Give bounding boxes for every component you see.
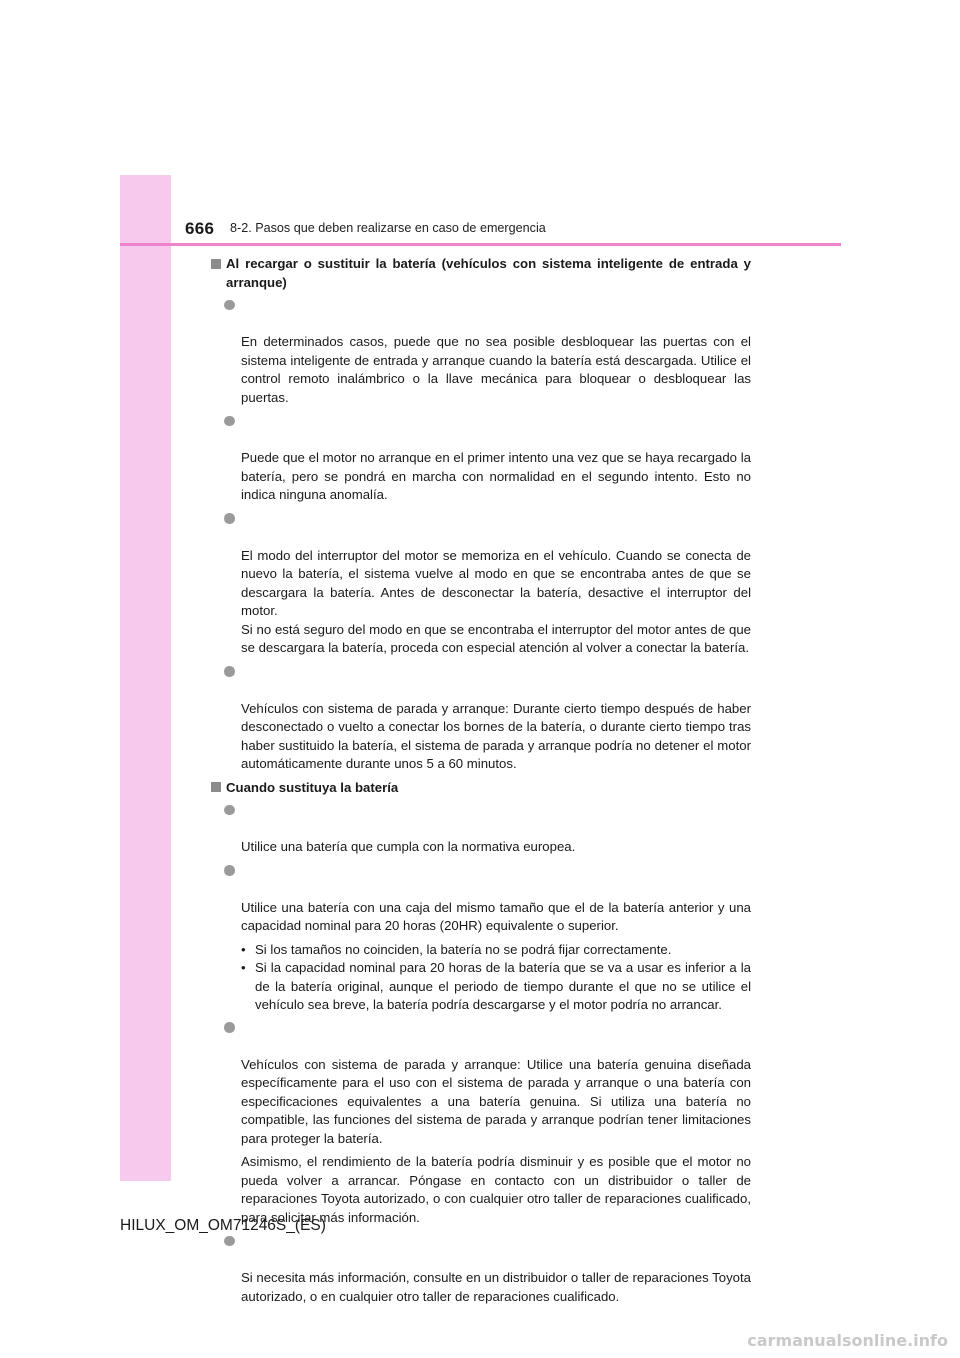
list-item	[224, 801, 751, 857]
list-item-text: Vehículos con sistema de parada y arranque: Durante cierto tiempo después de haber desconectado o vuelto a conectar los bornes de la batería, o durante cierto tiempo tras haber sustituido la batería, el sistema de parada y arranque podría no detener el motor automáticamente durante unos 5 a 60 minutos.	[241, 700, 751, 771]
header-divider	[120, 243, 841, 246]
section-heading-recharge	[211, 255, 751, 292]
list-item	[224, 1232, 751, 1306]
sub-list-item	[241, 959, 751, 1015]
heading-text: Al recargar o sustituir la batería (vehículos con sistema inteligente de entrada y arranque)	[226, 256, 751, 290]
list-item	[224, 663, 751, 774]
sub-list-item-text: Si los tamaños no coinciden, la batería no se podrá fijar correctamente.	[255, 941, 672, 957]
sub-list-item	[241, 941, 751, 960]
section-heading-replace	[211, 779, 751, 798]
circle-bullet-icon	[224, 513, 235, 524]
page-number: 666	[185, 219, 215, 238]
circle-bullet-icon	[224, 416, 235, 427]
circle-bullet-icon	[224, 805, 235, 816]
list-item	[224, 510, 751, 658]
list-item-text: Utilice una batería con una caja del mismo tamaño que el de la batería anterior y una capacidad nominal para 20 horas (20HR) equivalente o superior.	[241, 899, 751, 933]
list-item	[224, 412, 751, 505]
list-item	[224, 1019, 751, 1149]
list-item	[224, 862, 751, 936]
sub-list	[241, 941, 751, 1015]
circle-bullet-icon	[224, 1022, 235, 1033]
square-bullet-icon	[211, 782, 221, 792]
page-content	[211, 255, 751, 1311]
circle-bullet-icon	[224, 300, 235, 311]
list-item-text: Utilice una batería que cumpla con la normativa europea.	[241, 839, 576, 854]
square-bullet-icon	[211, 259, 221, 269]
circle-bullet-icon	[224, 865, 235, 876]
watermark: carmanualsonline.info	[747, 1331, 948, 1350]
circle-bullet-icon	[224, 1236, 235, 1247]
document-id: HILUX_OM_OM71246S_(ES)	[120, 1217, 326, 1234]
list-item-continuation: Asimismo, el rendimiento de la batería podría disminuir y es posible que el motor no pueda volver a arrancar. Póngase en contacto con un distribuidor o taller de reparaciones Toyota autorizado, o con cualquier otro taller de reparaciones cualificado, para solicitar más información.	[241, 1154, 751, 1225]
sub-list-item-text: Si la capacidad nominal para 20 horas de la batería que se va a usar es inferior a la de la batería original, aunque el periodo de tiempo durante el que no se utilice el vehículo sea breve, la batería podría descargarse y el motor podría no arrancar.	[255, 960, 751, 1012]
section-title: 8-2. Pasos que deben realizarse en caso de emergencia	[230, 221, 546, 235]
dot-marker-icon: •	[241, 960, 246, 975]
list-item-text: Vehículos con sistema de parada y arranque: Utilice una batería genuina diseñada específicamente para el uso con el sistema de parada y arranque o una batería con especificaciones equivalentes a una batería genuina. Si utiliza una batería no compatible, las funciones del sistema de parada y arranque podrían tener limitaciones para proteger la batería.	[241, 1056, 751, 1146]
list-item-text: Puede que el motor no arranque en el primer intento una vez que se haya recargado la batería, pero se pondrá en marcha con normalidad en el segundo intento. Esto no indica ninguna anomalía.	[241, 450, 751, 502]
dot-marker-icon: •	[241, 941, 246, 957]
side-color-band	[120, 175, 171, 1181]
list-item	[224, 296, 751, 407]
list-item-text: Si necesita más información, consulte en un distribuidor o taller de reparaciones Toyota autorizado, o en cualquier otro taller de reparaciones cualificado.	[241, 1270, 751, 1304]
list-item-text: El modo del interruptor del motor se memoriza en el vehículo. Cuando se conecta de nuevo la batería, el sistema vuelve al modo en que se encontraba antes de que se descargara la batería. Antes de desconectar la batería, desactive el interruptor del motor. Si no está seguro del modo en que se encontraba el interruptor del motor antes de que se descargara la batería, proceda con especial atención al volver a conectar la batería.	[241, 547, 751, 655]
circle-bullet-icon	[224, 666, 235, 677]
heading-text: Cuando sustituya la batería	[226, 779, 399, 795]
list-item-text: En determinados casos, puede que no sea posible desbloquear las puertas con el sistema inteligente de entrada y arranque cuando la batería está descargada. Utilice el control remoto inalámbrico o la llave mecánica para bloquear o desbloquear las puertas.	[241, 334, 751, 405]
